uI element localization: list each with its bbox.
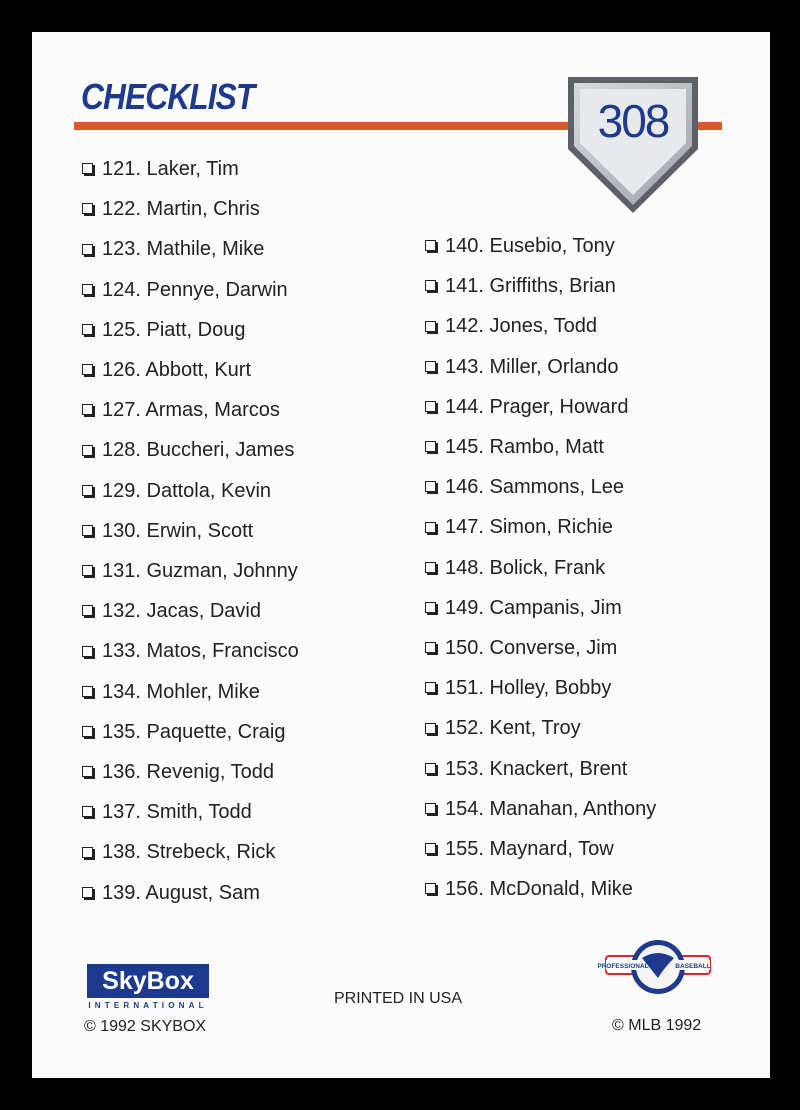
entry-number: 151.: [445, 677, 484, 700]
entry-number: 142.: [445, 315, 484, 338]
checkbox-icon[interactable]: [425, 401, 436, 412]
entry-number: 135.: [102, 720, 141, 743]
checklist-entry: [425, 515, 613, 539]
copyright-mlb: © MLB 1992: [612, 1017, 702, 1034]
entry-player-name: Miller, Orlando: [489, 355, 619, 378]
entry-number: 138.: [102, 841, 141, 864]
skybox-logo-subtitle: INTERNATIONAL: [88, 1001, 208, 1010]
entry-player-name: Jacas, David: [146, 600, 261, 623]
checklist-entry: [425, 556, 605, 580]
checkbox-icon[interactable]: [82, 646, 93, 657]
checklist-entry: [425, 837, 614, 861]
checkbox-icon[interactable]: [82, 163, 93, 174]
entry-player-name: Laker, Tim: [146, 158, 239, 180]
entry-player-name: Dattola, Kevin: [146, 479, 272, 502]
copyright-skybox: © 1992 SKYBOX: [84, 1018, 207, 1035]
checklist-entry: [425, 716, 581, 740]
checkbox-icon[interactable]: [82, 605, 93, 616]
checklist-entry: [425, 797, 656, 821]
entry-number: 141.: [445, 275, 484, 298]
entry-number: 155.: [445, 838, 484, 860]
printed-in-usa: PRINTED IN USA: [334, 990, 463, 1007]
entry-number: 124.: [102, 278, 141, 301]
checkbox-icon[interactable]: [425, 642, 436, 653]
checklist-card: [32, 32, 770, 1078]
entry-player-name: Eusebio, Tony: [489, 235, 615, 257]
entry-number: 127.: [102, 399, 141, 422]
entry-number: 126.: [102, 359, 141, 381]
entry-player-name: Mohler, Mike: [146, 680, 260, 703]
checklist-entry: [82, 639, 299, 663]
entry-player-name: Pennye, Darwin: [146, 278, 288, 301]
checklist-entry: [82, 479, 271, 503]
entry-player-name: Maynard, Tow: [489, 838, 614, 860]
checkbox-icon[interactable]: [425, 441, 436, 452]
entry-number: 129.: [102, 479, 141, 502]
entry-number: 121.: [102, 158, 141, 180]
checkbox-icon[interactable]: [82, 244, 93, 255]
entry-number: 145.: [445, 436, 484, 458]
entry-number: 125.: [102, 318, 141, 341]
entry-player-name: Kent, Troy: [489, 717, 581, 740]
entry-number: 153.: [445, 757, 484, 780]
checkbox-icon[interactable]: [82, 284, 93, 295]
checkbox-icon[interactable]: [82, 485, 93, 496]
entry-number: 139.: [102, 881, 141, 904]
checkbox-icon[interactable]: [82, 887, 93, 898]
entry-player-name: Armas, Marcos: [145, 399, 280, 422]
checkbox-icon[interactable]: [82, 806, 93, 817]
checklist-entry: [425, 395, 628, 419]
checklist-entry: [82, 157, 239, 181]
entry-player-name: Griffiths, Brian: [489, 275, 616, 298]
entry-number: 140.: [445, 235, 484, 257]
entry-number: 143.: [445, 355, 484, 378]
entry-player-name: Prager, Howard: [489, 395, 629, 418]
entry-number: 122.: [102, 198, 141, 221]
entry-player-name: Converse, Jim: [489, 637, 618, 659]
checkbox-icon[interactable]: [82, 445, 93, 456]
checklist-entry: [425, 636, 617, 660]
entry-player-name: Abbott, Kurt: [145, 359, 252, 381]
checkbox-icon[interactable]: [425, 562, 436, 573]
checklist-entry: [425, 596, 622, 620]
card-number: 308: [597, 95, 669, 147]
checklist-entry: [82, 398, 280, 422]
checklist-title: CHECKLIST: [81, 76, 255, 117]
entry-number: 147.: [445, 516, 484, 539]
entry-number: 123.: [102, 238, 141, 261]
entry-number: 137.: [102, 801, 141, 824]
checkbox-icon[interactable]: [425, 763, 436, 774]
checklist-entry: [82, 438, 294, 462]
entry-player-name: Knackert, Brent: [489, 757, 628, 780]
checkbox-icon[interactable]: [425, 240, 436, 251]
checklist-entry: [82, 237, 264, 261]
entry-player-name: Revenig, Todd: [146, 761, 274, 783]
entry-player-name: Bolick, Frank: [489, 556, 606, 579]
checklist-entry: [425, 475, 624, 499]
entry-number: 134.: [102, 680, 141, 703]
checkbox-icon[interactable]: [82, 565, 93, 576]
entry-player-name: Sammons, Lee: [489, 476, 625, 499]
checklist-entry: [82, 800, 252, 824]
entry-player-name: Jones, Todd: [489, 315, 597, 338]
entry-player-name: Mathile, Mike: [146, 238, 265, 261]
checklist-entry: [82, 358, 251, 382]
entry-number: 133.: [102, 640, 141, 663]
checklist-entry: [82, 318, 245, 342]
checkbox-icon[interactable]: [82, 726, 93, 737]
entry-player-name: Buccheri, James: [146, 439, 295, 462]
checkbox-icon[interactable]: [82, 203, 93, 214]
entry-number: 146.: [445, 476, 484, 499]
entry-player-name: Strebeck, Rick: [146, 841, 276, 864]
checklist-entry: [82, 840, 275, 864]
skybox-logo-text: SkyBox: [87, 964, 209, 998]
checkbox-icon[interactable]: [425, 602, 436, 613]
checkbox-icon[interactable]: [425, 280, 436, 291]
checklist-entry: [425, 877, 633, 901]
checklist-entry: [82, 519, 253, 543]
entry-number: 149.: [445, 596, 484, 619]
entry-player-name: Guzman, Johnny: [146, 560, 298, 582]
entry-player-name: Erwin, Scott: [146, 519, 254, 542]
entry-player-name: Rambo, Matt: [489, 436, 604, 458]
checklist-entry: [82, 278, 288, 302]
checklist-entry: [82, 680, 260, 704]
entry-number: 154.: [445, 797, 484, 820]
entry-player-name: August, Sam: [145, 881, 260, 904]
entry-player-name: Holley, Bobby: [489, 677, 612, 700]
checklist-entry: [82, 197, 260, 221]
entry-player-name: Martin, Chris: [146, 198, 260, 221]
mlb-baseball-logo: [597, 938, 712, 996]
checklist-entry: [82, 760, 274, 784]
entry-number: 144.: [445, 395, 484, 418]
entry-number: 150.: [445, 637, 484, 659]
skybox-logo: [87, 964, 209, 1012]
entry-player-name: Simon, Richie: [489, 516, 613, 539]
checkbox-icon[interactable]: [425, 481, 436, 492]
entry-number: 152.: [445, 717, 484, 740]
checkbox-icon[interactable]: [82, 686, 93, 697]
entry-number: 148.: [445, 556, 484, 579]
checkbox-icon[interactable]: [82, 525, 93, 536]
checkbox-icon[interactable]: [425, 883, 436, 894]
entry-player-name: Paquette, Craig: [146, 720, 286, 743]
entry-number: 132.: [102, 600, 141, 623]
entry-player-name: Piatt, Doug: [146, 318, 246, 341]
checklist-entry: [82, 559, 298, 583]
checkbox-icon[interactable]: [82, 324, 93, 335]
checklist-entry: [425, 314, 597, 338]
entry-number: 131.: [102, 560, 141, 582]
checklist-entry: [425, 676, 611, 700]
entry-player-name: McDonald, Mike: [489, 878, 633, 901]
entry-number: 156.: [445, 878, 484, 901]
checklist-entry: [425, 355, 618, 379]
checklist-entry: [82, 881, 260, 905]
checklist-entry: [425, 435, 604, 459]
checkbox-icon[interactable]: [425, 723, 436, 734]
checkbox-icon[interactable]: [425, 803, 436, 814]
checkbox-icon[interactable]: [82, 766, 93, 777]
checkbox-icon[interactable]: [425, 361, 436, 372]
checklist-entry: [82, 720, 285, 744]
entry-player-name: Manahan, Anthony: [489, 797, 657, 820]
checklist-entry: [425, 274, 616, 298]
entry-number: 136.: [102, 761, 141, 783]
checklist-entry: [425, 234, 615, 258]
checkbox-icon[interactable]: [425, 682, 436, 693]
checkbox-icon[interactable]: [82, 364, 93, 375]
entry-player-name: Campanis, Jim: [489, 596, 622, 619]
entry-player-name: Smith, Todd: [146, 801, 252, 824]
mlb-logo-right-text: BASEBALL: [675, 963, 711, 970]
checklist-entry: [82, 599, 261, 623]
entry-player-name: Matos, Francisco: [146, 640, 299, 663]
entry-number: 130.: [102, 519, 141, 542]
entry-number: 128.: [102, 439, 141, 462]
checkbox-icon[interactable]: [82, 847, 93, 858]
checkbox-icon[interactable]: [425, 522, 436, 533]
checkbox-icon[interactable]: [82, 404, 93, 415]
checkbox-icon[interactable]: [425, 321, 436, 332]
mlb-logo-left-text: PROFESSIONAL: [597, 963, 649, 970]
checklist-entry: [425, 757, 627, 781]
checkbox-icon[interactable]: [425, 843, 436, 854]
